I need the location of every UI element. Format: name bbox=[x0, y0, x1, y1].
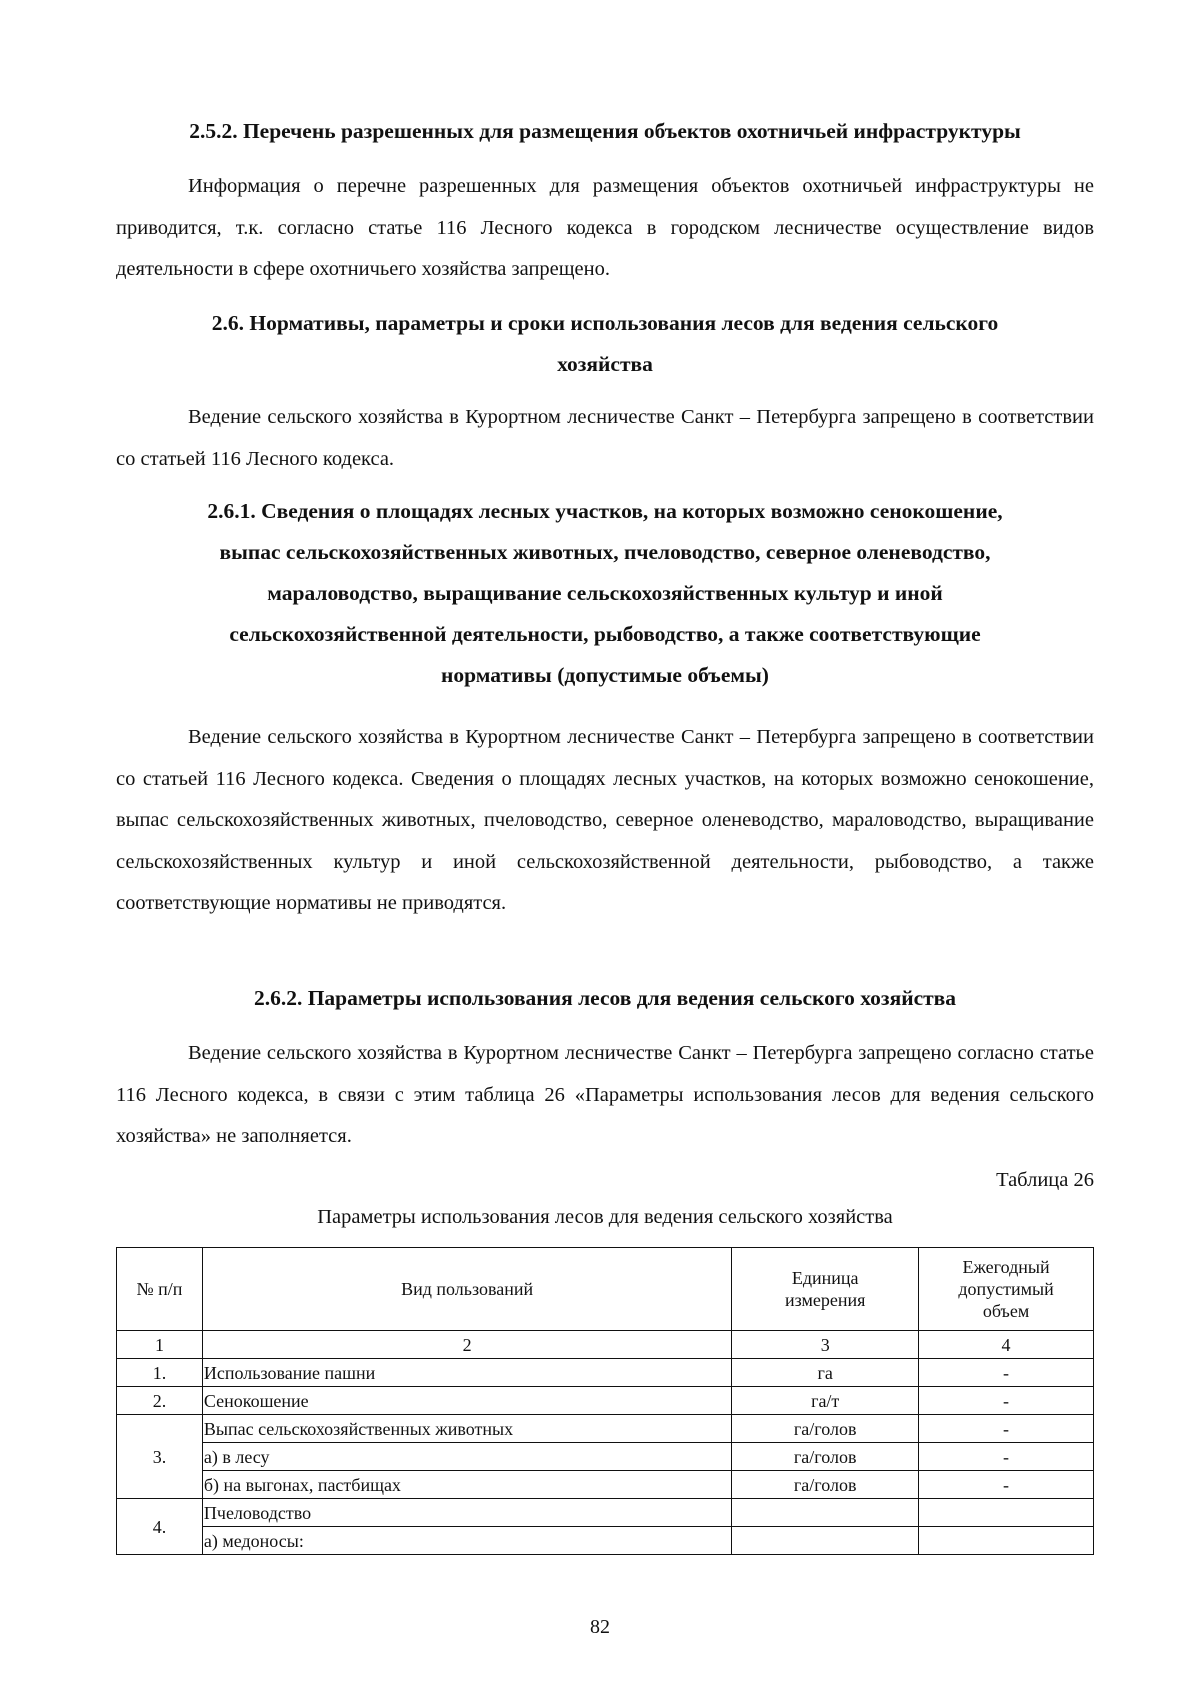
row-volume: - bbox=[919, 1387, 1094, 1415]
row-num: 2. bbox=[117, 1387, 203, 1415]
header-num: № п/п bbox=[117, 1248, 203, 1331]
section-text-2-6: Ведение сельского хозяйства в Курортном лесничестве Санкт – Петербурга запрещено в соответствии со статьей 116 Лесного кодекса. bbox=[116, 406, 1094, 470]
page-number: 82 bbox=[590, 1616, 610, 1638]
heading-line: сельскохозяйственной деятельности, рыбоводство, а также соответствующие bbox=[229, 622, 981, 646]
row-kind: а) в лесу bbox=[202, 1443, 731, 1471]
section-text-2-5-2: Информация о перечне разрешенных для размещения объектов охотничьей инфраструктуры не приводится, т.к. согласно статье 116 Лесного кодекса в городском лесничестве осуществление видов деятельности в сфере охотничьего хозяйства запрещено. bbox=[116, 175, 1094, 280]
column-number: 1 bbox=[117, 1331, 203, 1359]
table-row bbox=[117, 1359, 1094, 1387]
row-unit: га/голов bbox=[732, 1415, 919, 1443]
section-heading-2-5-2: 2.5.2. Перечень разрешенных для размещения объектов охотничьей инфраструктуры bbox=[189, 119, 1021, 143]
row-unit: га/голов bbox=[732, 1443, 919, 1471]
column-number-row bbox=[117, 1331, 1094, 1359]
table-row bbox=[117, 1471, 1094, 1499]
row-num: 4. bbox=[117, 1499, 203, 1555]
row-kind: Сенокошение bbox=[202, 1387, 731, 1415]
row-num: 1. bbox=[117, 1359, 203, 1387]
row-kind: Использование пашни bbox=[202, 1359, 731, 1387]
header-volume-line: Ежегодный bbox=[962, 1257, 1050, 1277]
header-volume-line: объем bbox=[982, 1301, 1030, 1321]
parameters-table bbox=[116, 1247, 1094, 1555]
heading-line: нормативы (допустимые объемы) bbox=[441, 663, 769, 687]
row-volume: - bbox=[919, 1359, 1094, 1387]
header-volume-line: допустимый bbox=[958, 1279, 1054, 1299]
section-heading-2-6-1 bbox=[116, 491, 1094, 696]
row-unit: га bbox=[732, 1359, 919, 1387]
row-unit: га/голов bbox=[732, 1471, 919, 1499]
table-row bbox=[117, 1387, 1094, 1415]
row-num: 3. bbox=[117, 1415, 203, 1499]
column-number: 4 bbox=[919, 1331, 1094, 1359]
heading-line: 2.6. Нормативы, параметры и сроки использования лесов для ведения сельского bbox=[211, 311, 999, 335]
heading-line: мараловодство, выращивание сельскохозяйственных культур и иной bbox=[267, 581, 943, 605]
row-volume: - bbox=[919, 1471, 1094, 1499]
section-heading-2-6-2: 2.6.2. Параметры использования лесов для ведения сельского хозяйства bbox=[253, 986, 957, 1010]
row-volume bbox=[919, 1527, 1094, 1555]
row-unit bbox=[732, 1499, 919, 1527]
row-kind: Пчеловодство bbox=[202, 1499, 731, 1527]
table-row bbox=[117, 1415, 1094, 1443]
heading-line: хозяйства bbox=[557, 352, 653, 376]
row-unit bbox=[732, 1527, 919, 1555]
table-row bbox=[117, 1499, 1094, 1527]
row-kind: б) на выгонах, пастбищах bbox=[202, 1471, 731, 1499]
column-number: 3 bbox=[732, 1331, 919, 1359]
header-unit-line: измерения bbox=[784, 1290, 866, 1310]
row-kind: а) медоносы: bbox=[202, 1527, 731, 1555]
header-unit bbox=[732, 1248, 919, 1331]
header-unit-line: Единица bbox=[791, 1268, 859, 1288]
section-text-2-6-2: Ведение сельского хозяйства в Курортном лесничестве Санкт – Петербурга запрещено согласно статье 116 Лесного кодекса, в связи с этим таблица 26 «Параметры использования лесов для ведения сельского хозяйства» не заполняется. bbox=[116, 1042, 1094, 1147]
table-header-row bbox=[117, 1248, 1094, 1331]
row-unit: га/т bbox=[732, 1387, 919, 1415]
heading-line: 2.6.1. Сведения о площадях лесных участков, на которых возможно сенокошение, bbox=[207, 499, 1003, 523]
column-number: 2 bbox=[202, 1331, 731, 1359]
table-row bbox=[117, 1527, 1094, 1555]
header-volume bbox=[919, 1248, 1094, 1331]
row-volume: - bbox=[919, 1415, 1094, 1443]
row-volume: - bbox=[919, 1443, 1094, 1471]
row-volume bbox=[919, 1499, 1094, 1527]
section-text-2-6-1: Ведение сельского хозяйства в Курортном лесничестве Санкт – Петербурга запрещено в соответствии со статьей 116 Лесного кодекса. Сведения о площадях лесных участков, на которых возможно сенокошение, выпас сельскохозяйственных животных, пчеловодство, северное оленеводство, мараловодство, выращивание сельскохозяйственных культур и иной сельскохозяйственной деятельности, рыбоводство, а также соответствующие нормативы не приводятся. bbox=[116, 726, 1094, 914]
header-kind: Вид пользований bbox=[202, 1248, 731, 1331]
table-title: Параметры использования лесов для ведения сельского хозяйства bbox=[317, 1206, 893, 1228]
heading-line: выпас сельскохозяйственных животных, пчеловодство, северное оленеводство, bbox=[219, 540, 991, 564]
table-row bbox=[117, 1443, 1094, 1471]
table-caption: Таблица 26 bbox=[996, 1169, 1094, 1191]
section-heading-2-6 bbox=[116, 303, 1094, 385]
row-kind: Выпас сельскохозяйственных животных bbox=[202, 1415, 731, 1443]
